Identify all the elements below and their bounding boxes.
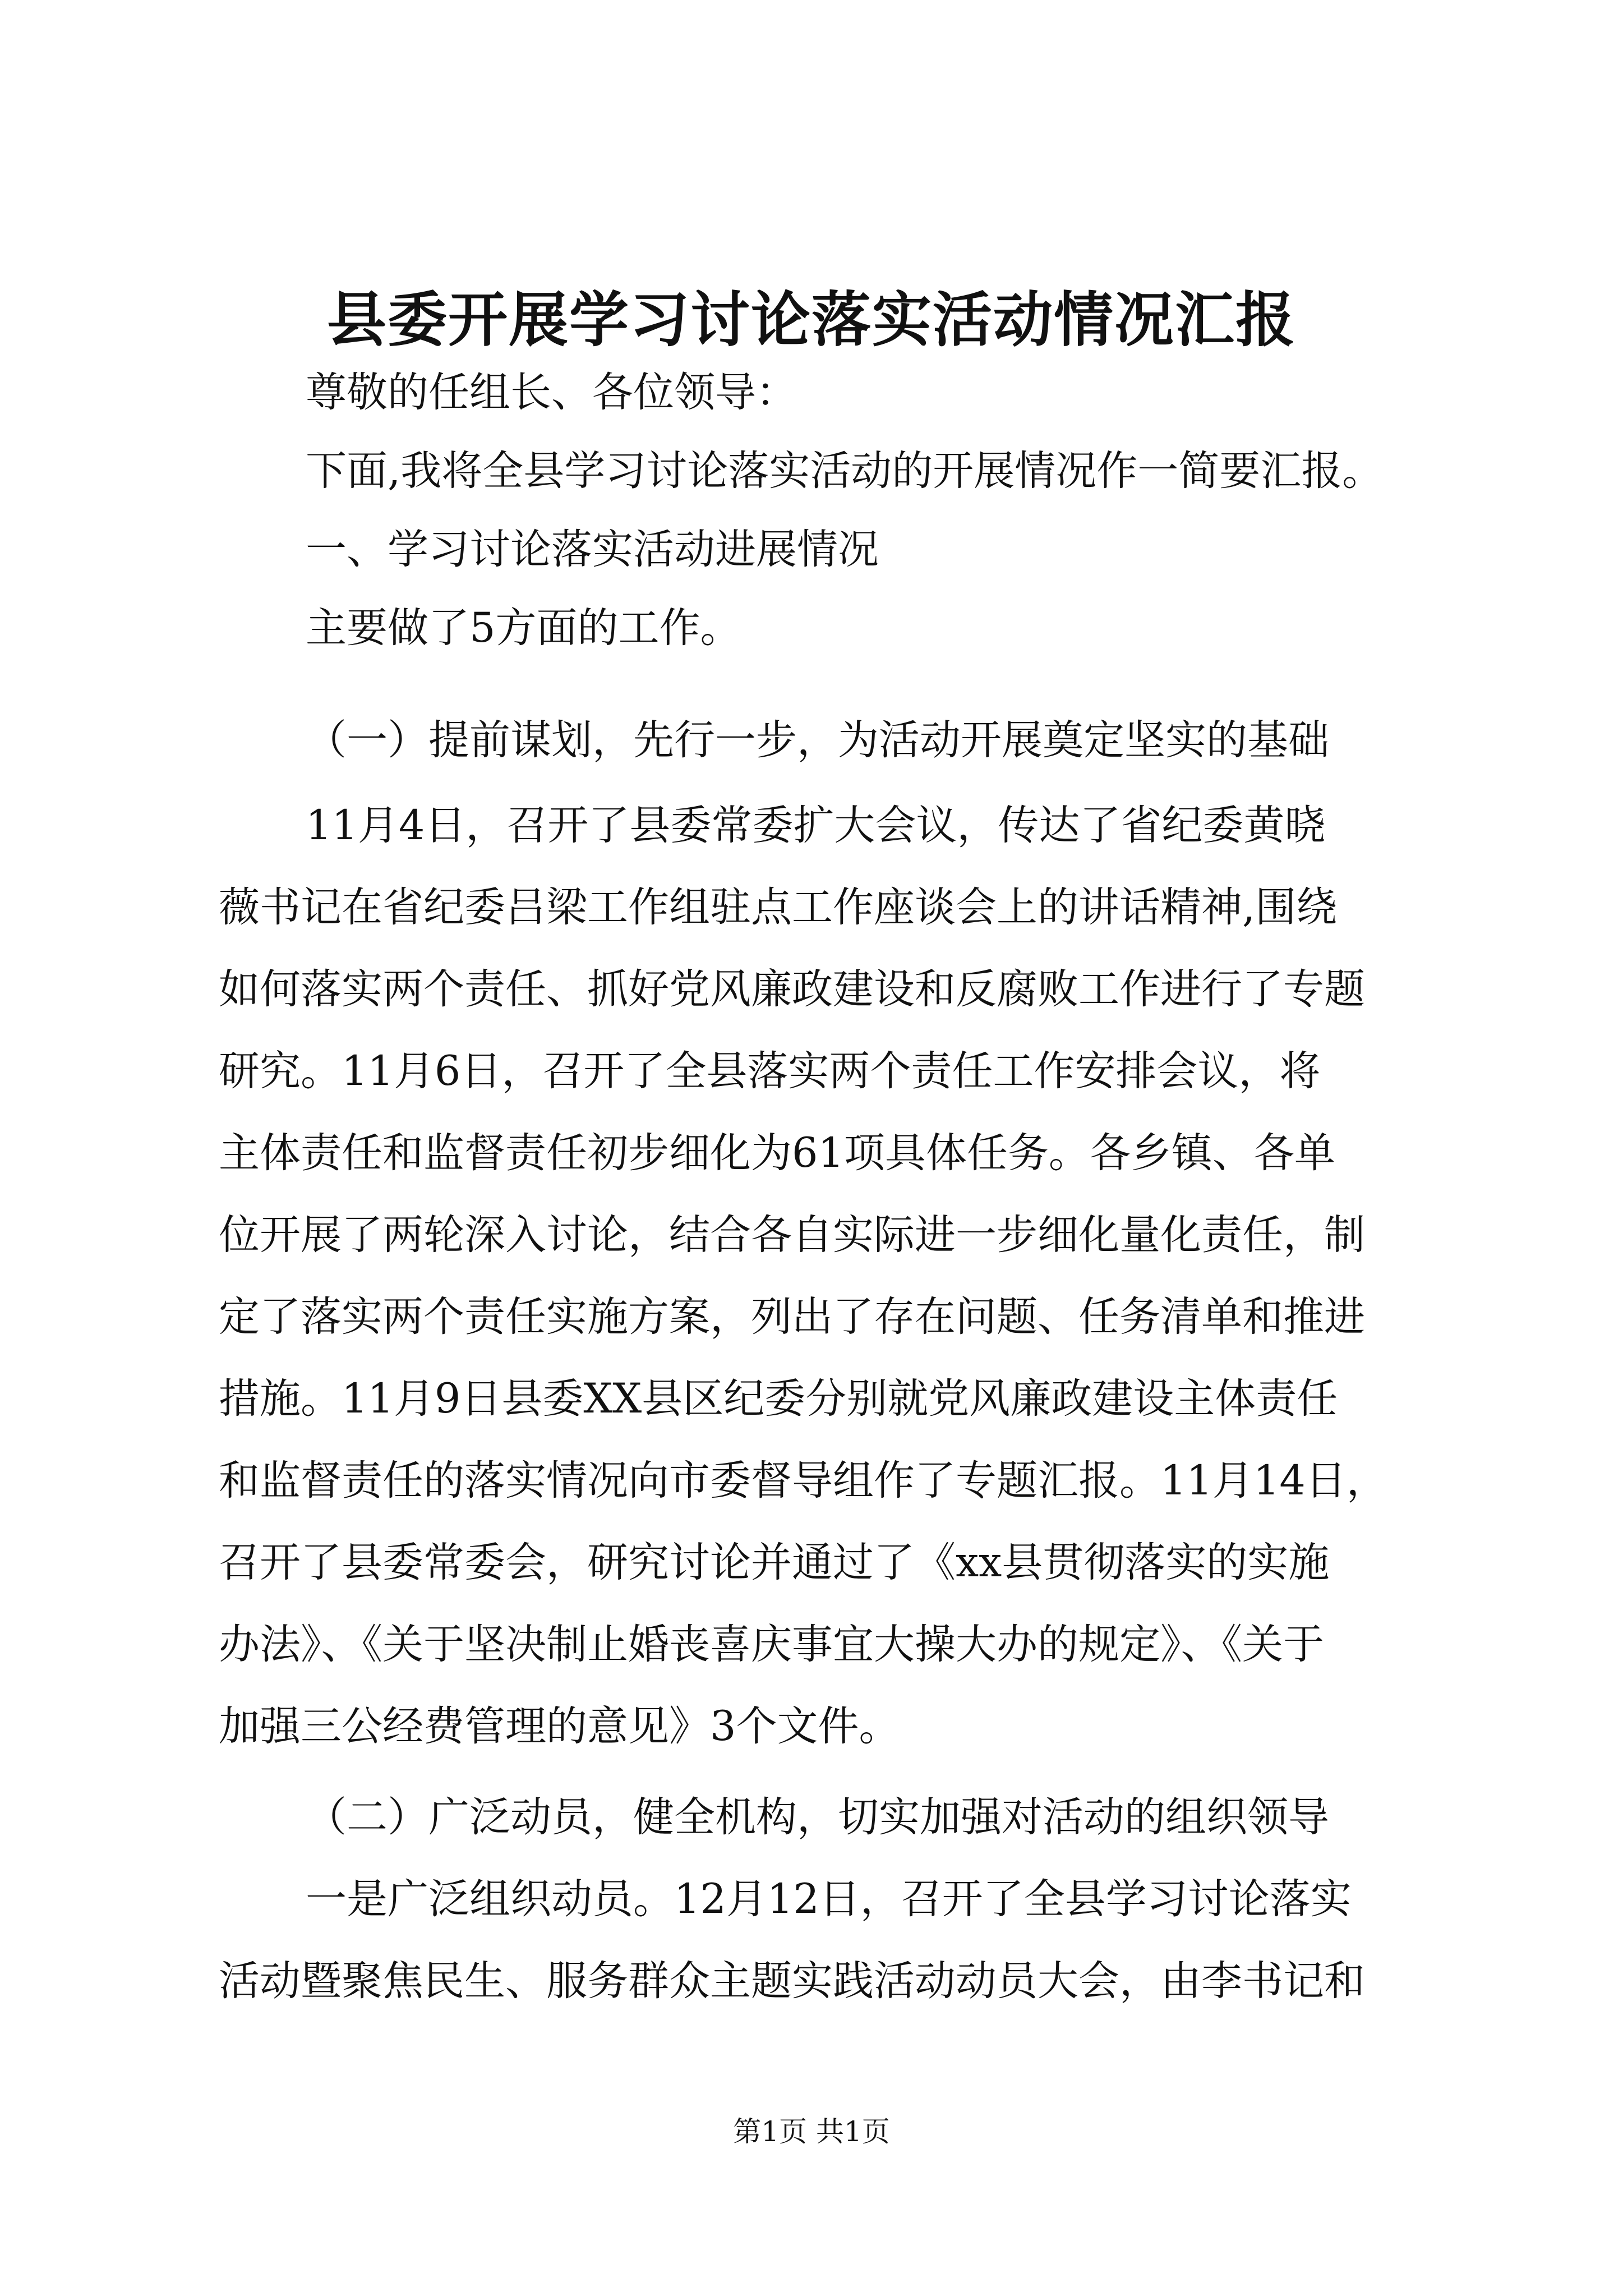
page-footer: 第1页 共1页: [733, 2115, 890, 2148]
intro-line: 下面,我将全县学习讨论落实活动的开展情况作一简要汇报。: [306, 447, 1384, 495]
paragraph-line: 定了落实两个责任实施方案，列出了存在问题、任务清单和推进: [219, 1293, 1365, 1341]
paragraph-line: 主体责任和监督责任初步细化为61项具体任务。各乡镇、各单: [219, 1129, 1335, 1177]
paragraph-line: 加强三公经费管理的意见》3个文件。: [219, 1703, 900, 1750]
subsection-heading: （一）提前谋划，先行一步，为活动开展奠定坚实的基础: [306, 716, 1329, 764]
paragraph-line: 活动暨聚焦民生、服务群众主题实践活动动员大会，由李书记和: [219, 1957, 1365, 2005]
paragraph-line: 11月4日，召开了县委常委扩大会议，传达了省纪委黄晓: [306, 802, 1326, 849]
paragraph-line: 研究。11月6日，召开了全县落实两个责任工作安排会议，将: [219, 1047, 1321, 1095]
paragraph-line: 如何落实两个责任、抓好党风廉政建设和反腐败工作进行了专题: [219, 965, 1365, 1013]
section-heading: 一、学习讨论落实活动进展情况: [306, 526, 879, 573]
body-line: 主要做了5方面的工作。: [306, 604, 741, 652]
paragraph-line: 薇书记在省纪委吕梁工作组驻点工作座谈会上的讲话精神,围绕: [219, 884, 1338, 931]
subsection-heading: （二）广泛动员，健全机构，切实加强对活动的组织领导: [306, 1793, 1329, 1841]
salutation-line: 尊敬的任组长、各位领导：: [306, 369, 797, 416]
paragraph-line: 措施。11月9日县委XX县区纪委分别就党风廉政建设主体责任: [219, 1375, 1338, 1423]
paragraph-line: 和监督责任的落实情况向市委督导组作了专题汇报。11月14日，: [219, 1457, 1387, 1504]
paragraph-line: 召开了县委常委会，研究讨论并通过了《xx县贯彻落实的实施: [219, 1539, 1330, 1586]
document-title: 县委开展学习讨论落实活动情况汇报: [327, 284, 1296, 355]
paragraph-line: 一是广泛组织动员。12月12日，召开了全县学习讨论落实: [306, 1875, 1352, 1923]
paragraph-line: 办法》、《关于坚决制止婚丧喜庆事宜大操大办的规定》、《关于: [219, 1621, 1324, 1668]
paragraph-line: 位开展了两轮深入讨论，结合各自实际进一步细化量化责任，制: [219, 1211, 1365, 1259]
